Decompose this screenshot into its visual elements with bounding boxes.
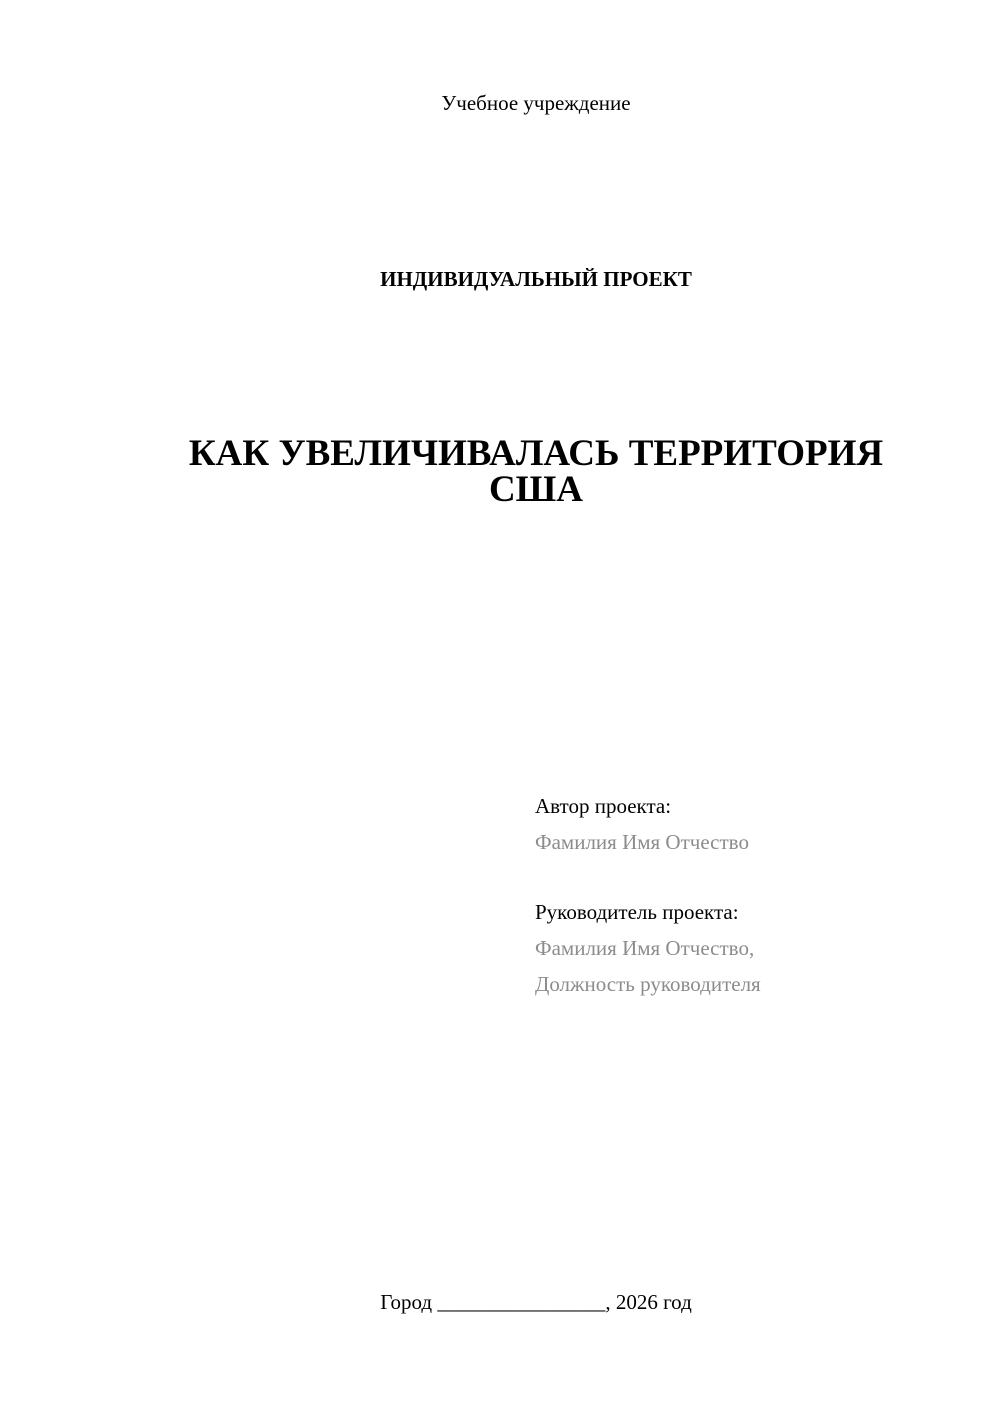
project-title-line-2: США [488, 469, 584, 510]
supervisor-name: Фамилия Имя Отчество, [535, 936, 755, 960]
institution-name: Учебное учреждение [441, 91, 631, 115]
project-title-line-1: КАК УВЕЛИЧИВАЛАСЬ ТЕРРИТОРИЯ [188, 433, 884, 474]
author-label: Автор проекта: [535, 794, 672, 818]
city-year-footer: Город ________________, 2026 год [380, 1290, 692, 1314]
author-name: Фамилия Имя Отчество [535, 830, 749, 854]
signature-block [535, 788, 975, 1002]
supervisor-position: Должность руководителя [535, 972, 761, 996]
project-title [0, 433, 1000, 510]
supervisor-label: Руководитель проекта: [535, 900, 739, 924]
project-type-heading: ИНДИВИДУАЛЬНЫЙ ПРОЕКТ [380, 267, 692, 291]
spacer [535, 860, 975, 894]
